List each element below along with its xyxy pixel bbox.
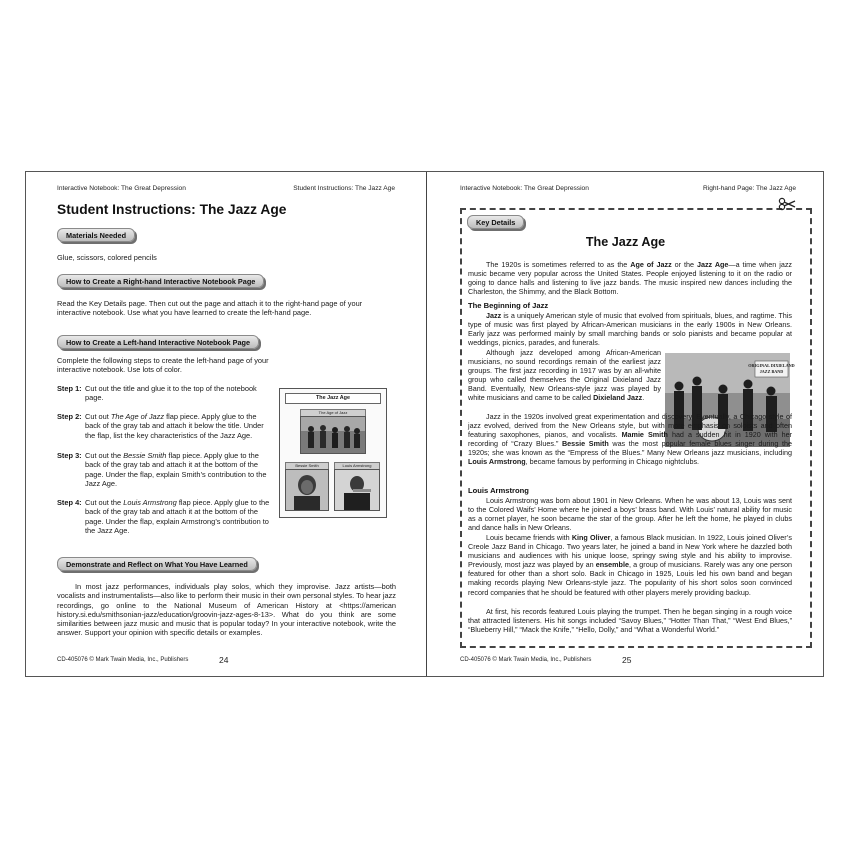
armstrong-paragraph-1: Louis Armstrong was born about 1901 in New Orleans. When he was about 13, Louis was sent to the Colored Waifs’ Home where he joined a boys’ brass band. With Louis’ natural ability for music as a cornet player, he soon became the star of the group. After he left the home, he played in clubs and dance halls in New Orleans. bbox=[468, 496, 792, 533]
step-label: Step 4: bbox=[57, 498, 82, 507]
book-spread bbox=[25, 171, 824, 677]
reflect-text: In most jazz performances, individuals play solos, which they improvise. Jazz artists—both vocalists and instrumentalists—also like to perform their music in their own personal styles. To hear jazz recordings, go online to the National Museum of American History at <https://american history.si.edu/smithsonian-jazz/education/groovin-jazz-ages-8-13>. What do you think are some similarities between jazz music and music that is popular today? In your interactive notebook, write the answer. Support your opinion with specific details or examples. bbox=[57, 582, 396, 638]
step-label: Step 2: bbox=[57, 412, 82, 421]
materials-text: Glue, scissors, colored pencils bbox=[57, 253, 157, 262]
svg-text:JAZZ BAND: JAZZ BAND bbox=[759, 369, 784, 374]
term-ensemble: ensemble bbox=[595, 560, 629, 570]
armstrong-paragraph-2 bbox=[468, 533, 792, 597]
heading-beginning-of-jazz: The Beginning of Jazz bbox=[468, 301, 549, 310]
key-details-label: Key Details bbox=[467, 215, 524, 229]
text-run: , became famous by performing in Chicago nightclubs. bbox=[525, 457, 700, 467]
right-page-instructions-text: Read the Key Details page. Then cut out the page and attach it to the right-hand page of your interactive notebook. Use what you have learned to create the left-hand page. bbox=[57, 299, 363, 318]
beginning-paragraph-3 bbox=[468, 412, 792, 467]
right-page bbox=[427, 172, 824, 676]
svg-text:ORIGINAL DIXIELAND: ORIGINAL DIXIELAND bbox=[748, 363, 795, 368]
left-running-head-right: Student Instructions: The Jazz Age bbox=[293, 185, 395, 192]
step-emphasis: Bessie Smith bbox=[123, 451, 167, 460]
text-run: was the most popular female blues singer during the 1920s; she was known as the “Empress of the Blues.” Many New Orleans jazz musicians, including bbox=[468, 439, 792, 458]
step-text: Cut out the bbox=[85, 498, 124, 507]
beginning-paragraph-1 bbox=[468, 311, 792, 347]
step-emphasis: The Age of Jazz bbox=[110, 412, 165, 421]
term-louis-armstrong: Louis Armstrong bbox=[468, 457, 526, 467]
step-text-after: flap piece. Apply glue to the back of the gray tab and attach it at the bottom of the page. Under the flap, explain Smith’s contribution to the Jazz Age. bbox=[85, 451, 267, 488]
text-run: Jazz in the 1920s involved great experimentation and discovery. Eventually, a Chicago style of jazz evolved, derived from the New Orleans style, but with more emphasis on soloists and often featuring saxophones, pianos, and vocalists. bbox=[468, 412, 792, 440]
text-run: , a group of musicians. Rarely was any one person featured for other than a short solo. Back in Chicago in 1925, Louis led his own band and began making records playing New Orleans-style jazz. The popularity of his short solos soon convinced record companies that he should be featured with other players merely providing backup. bbox=[468, 560, 792, 597]
right-page-number: 25 bbox=[622, 655, 632, 665]
right-footer: CD-405076 © Mark Twain Media, Inc., Publishers bbox=[460, 657, 592, 663]
step-emphasis: Louis Armstrong bbox=[123, 498, 177, 507]
text-run: is a uniquely American style of music that evolved from spirituals, blues, and ragtime. This type of music was first played by African-American musicians in the early 1900s in New Orleans. Early jazz was performed mainly by small marching bands or solo pianists and became popular at weddings, picnics, parades, and funerals. bbox=[468, 311, 792, 348]
text-run: . bbox=[642, 393, 645, 403]
left-page-instructions-text: Complete the following steps to create the left-hand page of your interactive notebook. Use lots of color. bbox=[57, 356, 269, 375]
preview-tab-age-of-jazz: The Age of Jazz bbox=[300, 409, 366, 417]
page-title: The Jazz Age bbox=[585, 235, 666, 249]
heading-louis-armstrong: Louis Armstrong bbox=[468, 486, 529, 495]
step-text: Cut out the title and glue it to the top of the notebook page. bbox=[85, 384, 257, 403]
materials-label: Materials Needed bbox=[57, 228, 135, 242]
text-run: —a time when jazz music became very popular across the United States. People enjoyed listening to it on the radio or going to dance halls and listening to live jazz bands. The music inspired new dances including the Charleston, the Shimmy, and the Black Bottom. bbox=[468, 260, 793, 297]
term-dixieland-jazz: Dixieland Jazz bbox=[593, 393, 643, 403]
term-jazz-age: Jazz Age bbox=[696, 260, 729, 269]
step-2 bbox=[57, 412, 272, 440]
step-text-after: flap piece. Apply glue to the back of the gray tab and attach it at the bottom of the page. Under the flap, explain Armstrong’s contribution to the Jazz Age. bbox=[85, 498, 270, 535]
text-run: or the bbox=[671, 260, 697, 269]
scissors-icon bbox=[778, 197, 796, 211]
armstrong-paragraph-3: At first, his records featured Louis playing the trumpet. Then he began singing in a rough voice that attracted listeners. His hit songs included “Savoy Blues,” “Hotter Than That,” “West End Blues,” “Blueberry Hill,” “Mack the Knife,” “Hello, Dolly,” and “What a Wonderful World.” bbox=[468, 607, 792, 635]
step-text-after: flap piece. Apply glue to the back of the gray tab and attach it below the title. Under the flap, list the key characteristics of the Jazz Age. bbox=[85, 412, 264, 440]
preview-tab-bessie-smith: Bessie Smith bbox=[285, 462, 329, 470]
left-footer: CD-405076 © Mark Twain Media, Inc., Publishers bbox=[57, 657, 189, 663]
step-label: Step 1: bbox=[57, 384, 82, 393]
preview-tab-louis-armstrong: Louis Armstrong bbox=[334, 462, 380, 470]
left-page-number: 24 bbox=[219, 655, 229, 665]
term-mamie-smith: Mamie Smith bbox=[621, 430, 668, 440]
bessie-smith-photo bbox=[285, 469, 329, 511]
term-age-of-jazz: Age of Jazz bbox=[630, 260, 672, 269]
preview-title: The Jazz Age bbox=[285, 393, 381, 404]
reflect-label: Demonstrate and Reflect on What You Have Learned bbox=[57, 557, 257, 571]
right-running-head: Interactive Notebook: The Great Depression bbox=[460, 185, 589, 192]
step-3 bbox=[57, 451, 272, 488]
step-label: Step 3: bbox=[57, 451, 82, 460]
right-running-head-right: Right-hand Page: The Jazz Age bbox=[703, 185, 796, 192]
step-text: Cut out bbox=[85, 412, 111, 421]
left-running-head: Interactive Notebook: The Great Depression bbox=[57, 185, 186, 192]
step-4 bbox=[57, 498, 272, 535]
text-run: The 1920s is sometimes referred to as the bbox=[486, 260, 631, 269]
step-1 bbox=[57, 384, 272, 403]
text-run: Louis became friends with bbox=[486, 533, 572, 542]
louis-armstrong-photo bbox=[334, 469, 380, 511]
band-photo-thumbnail bbox=[300, 416, 366, 454]
page-title: Student Instructions: The Jazz Age bbox=[57, 202, 287, 217]
text-run: Although jazz developed among African-American musicians, no sound recordings remain of the earliest jazz groups. The first jazz recording in 1917 was by an all-white group who called themselves the Original Dixieland Jazz Band. Eventually, New Orleans-style jazz was played by white musicians and came to be called bbox=[468, 348, 661, 403]
text-run: had a sudden hit in 1920 with her recording of “Crazy Blues.” bbox=[468, 430, 792, 449]
term-jazz: Jazz bbox=[486, 311, 502, 320]
term-king-oliver: King Oliver bbox=[571, 533, 611, 542]
term-bessie-smith: Bessie Smith bbox=[561, 439, 609, 449]
notebook-page-preview bbox=[279, 388, 387, 518]
right-page-instructions-label: How to Create a Right-hand Interactive Notebook Page bbox=[57, 274, 264, 288]
beginning-paragraph-2 bbox=[468, 348, 661, 403]
text-run: , a famous Black musician. In 1922, Louis joined Oliver’s Creole Jazz Band in Chicago. Two years later, he joined a band in New York where he dazzled both musicians and audiences with his unique loose, springy swing style and his ability to improvise. Previously, most jazz was played by an bbox=[468, 533, 792, 570]
step-text: Cut out the bbox=[85, 451, 124, 460]
left-page-instructions-label: How to Create a Left-hand Interactive Notebook Page bbox=[57, 335, 259, 349]
left-page bbox=[26, 172, 426, 676]
intro-paragraph bbox=[468, 260, 792, 296]
